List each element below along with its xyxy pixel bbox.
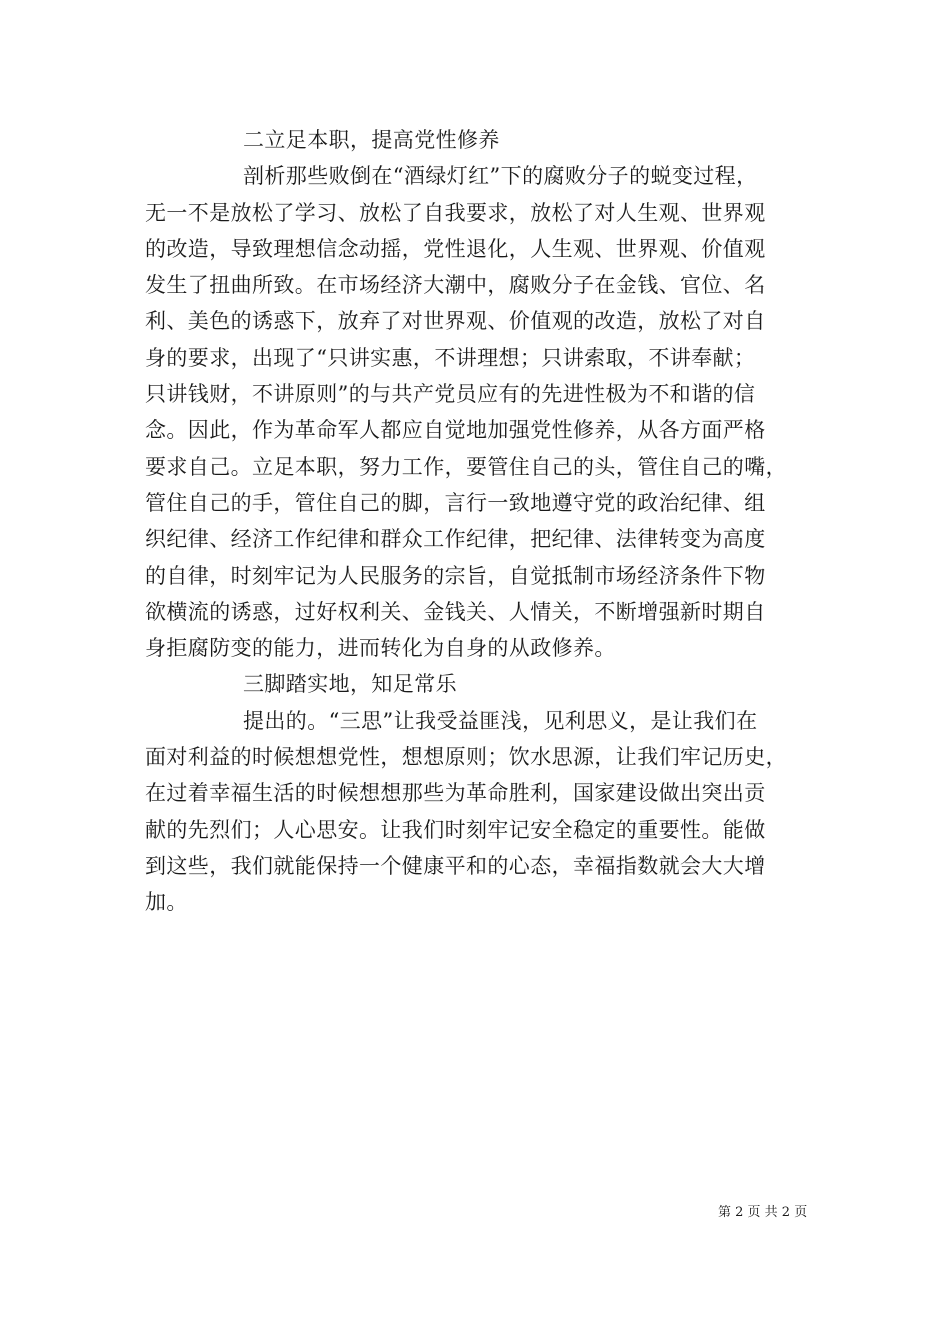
paragraph-line: 无一不是放松了学习、放松了自我要求，放松了对人生观、世界观 (145, 200, 766, 225)
section-heading: 三脚踏实地，知足常乐 (243, 672, 457, 697)
paragraph-line: 管住自己的手，管住自己的脚，言行一致地遵守党的政治纪律、组 (145, 490, 766, 515)
paragraph-line: 献的先烈们；人心思安。让我们时刻牢记安全稳定的重要性。能做 (145, 817, 766, 842)
document-body (145, 122, 807, 921)
paragraph-line: 面对利益的时候想想党性，想想原则；饮水思源，让我们牢记历史， (145, 745, 787, 770)
paragraph-line: 欲横流的诱惑，过好权利关、金钱关、人情关，不断增强新时期自 (145, 599, 766, 624)
paragraph-line: 提出的。“三思”让我受益匪浅，见利思义，是让我们在 (243, 708, 758, 733)
paragraph-line: 念。因此，作为革命军人都应自觉地加强党性修养，从各方面严格 (145, 418, 766, 443)
paragraph-line: 只讲钱财，不讲原则”的与共产党员应有的先进性极为不和谐的信 (145, 382, 756, 407)
paragraph-line: 身拒腐防变的能力，进而转化为自身的从政修养。 (145, 636, 616, 661)
paragraph-line: 在过着幸福生活的时候想想那些为革命胜利，国家建设做出突出贡 (145, 781, 766, 806)
section-heading: 二立足本职，提高党性修养 (243, 128, 500, 152)
page-number-footer: 第 2 页 共 2 页 (718, 1205, 808, 1220)
paragraph-line: 的改造，导致理想信念动摇，党性退化，人生观、世界观、价值观 (145, 236, 766, 261)
paragraph-line: 加。 (145, 890, 188, 915)
paragraph-line: 织纪律、经济工作纪律和群众工作纪律，把纪律、法律转变为高度 (145, 527, 766, 552)
paragraph-line: 发生了扭曲所致。在市场经济大潮中，腐败分子在金钱、官位、名 (145, 273, 766, 298)
paragraph-line: 身的要求，出现了“只讲实惠，不讲理想；只讲索取，不讲奉献； (145, 345, 756, 370)
paragraph-line: 利、美色的诱惑下，放弃了对世界观、价值观的改造，放松了对自 (145, 309, 766, 334)
paragraph-line: 剖析那些败倒在“酒绿灯红”下的腐败分子的蜕变过程， (243, 164, 758, 189)
paragraph-line: 要求自己。立足本职，努力工作，要管住自己的头，管住自己的嘴， (145, 454, 787, 479)
paragraph-line: 到这些，我们就能保持一个健康平和的心态，幸福指数就会大大增 (145, 853, 766, 878)
paragraph-line: 的自律，时刻牢记为人民服务的宗旨，自觉抵制市场经济条件下物 (145, 563, 766, 588)
